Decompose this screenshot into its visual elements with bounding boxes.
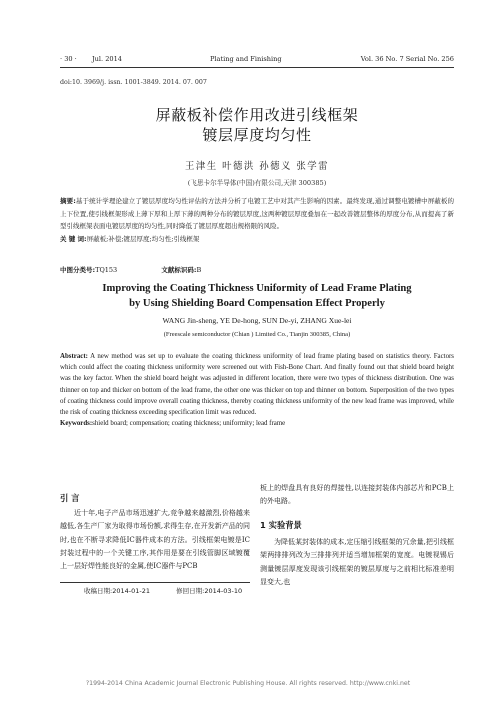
revised-label: 修回日期: xyxy=(176,587,205,595)
footnote xyxy=(84,586,242,595)
revised-date: 2014-03-10 xyxy=(204,587,243,595)
abstract-en-label: Abstract: xyxy=(60,353,88,360)
clc-label: 中图分类号: xyxy=(60,266,96,274)
doc-code-value: B xyxy=(196,266,202,274)
abstract-cn xyxy=(60,195,454,245)
title-cn-line2: 镀层厚度均匀性 xyxy=(202,126,312,144)
right-col-continuation: 板上的焊盘具有良好的焊接性,以连接封装体内部芯片和PCB上的外电路。 xyxy=(260,484,454,506)
section-intro-heading: 引 言 xyxy=(60,493,80,503)
copyright-footer: ?1994-2014 China Academic Journal Electronic Publishing House. All rights reserved. http://www.cnki.net xyxy=(85,680,411,687)
classification xyxy=(60,265,201,274)
abstract-en-text: A new method was set up to evaluate the coating thickness uniformity of lead frame plating based on statistics theory. Factors which could affect the coating thickness uniformity were screened out with Fish-Bone Chart. And finally found out that shield board height was the key factor. When the shield board height was adjusted in different location, there were two types of thickness distribution. One was thinner on top and thicker on bottom of the lead frame, the other one was thicker on top and thinner on bottom. Superposition of the two types of coating thickness could improve overall coating thickness, thereby coating thickness uniformity of the new lead frame was improved, while the risk of coating thickness exceeding specification limit was reduced. xyxy=(60,353,454,417)
clc-value: TQ153 xyxy=(95,266,118,274)
abstract-cn-label: 摘要: xyxy=(60,197,76,205)
header-volume: Vol. 36 No. 7 Serial No. 256 xyxy=(360,55,454,63)
doc-code-label: 文献标识码: xyxy=(161,266,197,274)
keywords-en-text: shield board; compensation; coating thickness; uniformity; lead frame xyxy=(92,420,286,428)
header-rule xyxy=(60,67,454,68)
affiliation-en: (Freescale semiconductor (Chian ) Limited Co., Tianjin 300385, China) xyxy=(163,331,351,338)
doi: doi:10. 3969/j. issn. 1001-3849. 2014. 07. 007 xyxy=(60,79,207,86)
keywords-cn-label: 关 键 词: xyxy=(60,234,87,243)
section-1-text: 为降低某封装体的成本,定压缩引线框架的冗余量,把引线框架两排排列改为三排排列并适当增加框架的宽度。电镀视锡后测量镀层厚度发现该引线框架的镀层厚度与之前相比标准差明显变大,也 xyxy=(260,538,454,586)
received-date: 2014-01-21 xyxy=(112,587,150,595)
title-en-line2: by Using Shielding Board Compensation Effect Properly xyxy=(129,298,385,309)
keywords-en-label: Keywords: xyxy=(60,420,93,428)
authors-cn: 王津生 叶德洪 孙德义 张学雷 xyxy=(185,161,329,172)
section-intro-text: 近十年,电子产品市场迅速扩大,竞争越来越激烈,价格越来越低,各生产厂家为取得市场份额,求得生存,在开发新产品的同时,也在不断寻求降低IC器件成本的方法。引线框架电镀是IC封装过程中的一个关键工序,其作用是要在引线管脚区域镀覆上一层好焊性能良好的金属,使IC器件与PCB xyxy=(60,509,250,571)
title-en-line1: Improving the Coating Thickness Uniformity of Lead Frame Plating xyxy=(102,283,412,294)
abstract-en xyxy=(60,351,454,429)
authors-en: WANG Jin-sheng, YE De-hong, SUN De-yi, ZHANG Xue-lei xyxy=(162,316,352,325)
section-1-heading: 1 实验背景 xyxy=(260,520,302,530)
keywords-cn-text: 屏蔽板;补偿;镀层厚度;均匀性;引线框架 xyxy=(86,234,200,243)
title-en xyxy=(60,281,454,311)
page-number: · 30 · xyxy=(60,55,77,63)
title-cn-line1: 屏蔽板补偿作用改进引线框架 xyxy=(155,106,359,124)
abstract-cn-text: 基于统计学理论建立了镀层厚度均匀性评估的方法并分析了电镀工艺中对其产生影响的因素。最终发现,通过调整电镀槽中屏蔽板的上下位置,使引线框架形成上薄下厚和上厚下薄的两种分布的镀层厚度,这两种镀层厚度叠加在一起改善镀层整体的厚度分布,从而提高了新型引线框架表面电镀层厚度的均匀性,同时降低了镀层厚度超出规格限的风险。 xyxy=(60,197,454,231)
footnote-rule xyxy=(60,582,250,583)
received-label: 收稿日期: xyxy=(84,587,113,595)
header-date: Jul. 2014 xyxy=(92,55,122,63)
affiliation-cn: (飞思卡尔半导体(中国)有限公司,天津 300385) xyxy=(187,179,327,187)
header-journal: Plating and Finishing xyxy=(210,55,282,63)
